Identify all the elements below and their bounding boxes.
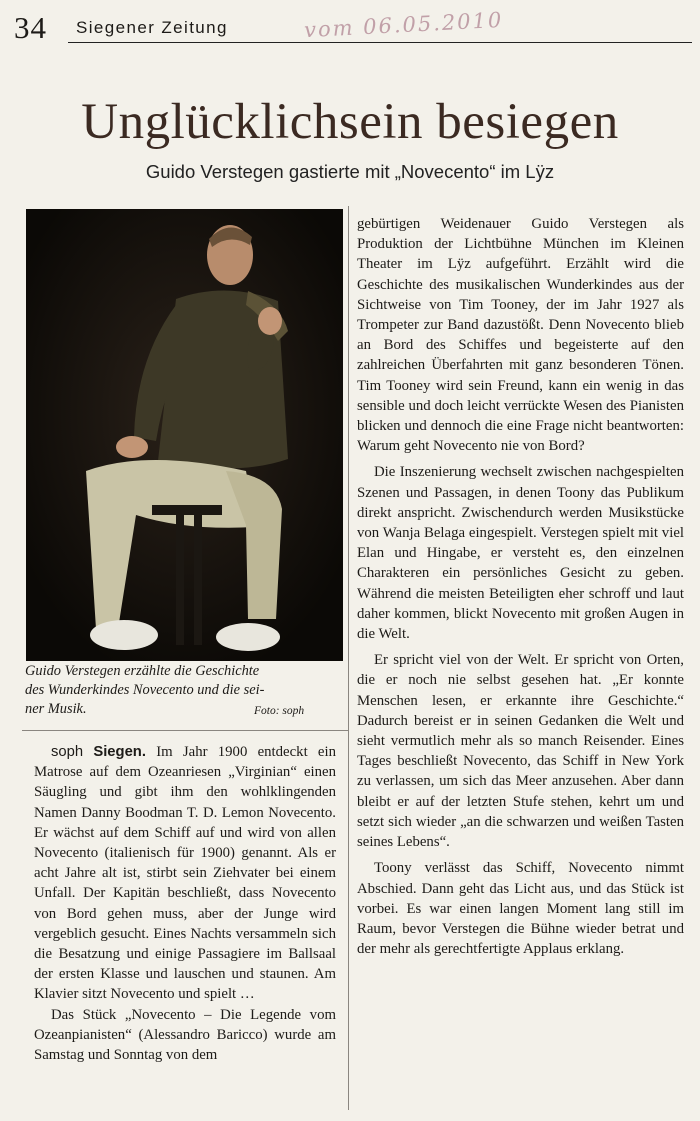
article-paragraph: gebürtigen Weidenauer Guido Verstegen als Produktion der Lichtbühne München im Kleinen Theater im Lÿz aufgeführt. Erzählt wird die Geschichte des musikalischen Wunderkindes aus der Sichtweise von Tim Tooney, der im Jahr 1927 als Trompeter zur Band dazustößt. Denn Novecento blieb an Bord des Schiffes und begeisterte auf den zahlreichen Überfahrten mit ganz besonderen Tönen. Tim Tooney wird sein Freund, kann ein wenig in das sensible und doch leicht verrückte Wesen des Pianisten blicken und dennoch die eine Frage nicht beantworten: Warum geht Novecento nie von Bord? (357, 216, 684, 455)
subheadline: Guido Verstegen gastierte mit „Novecento“ im Lÿz (145, 161, 555, 182)
article-column-right (357, 214, 684, 959)
article-photo (26, 209, 343, 661)
article-paragraph: Toony verlässt das Schiff, Novecento nimmt Abschied. Dann geht das Licht aus, und das Stück ist vorbei. Es war einen langen Moment lang still im Raum, bevor Verstegen die Bühne wieder betrat und der mehr als gerechtfertigte Applaus erklang. (357, 860, 684, 958)
photo-credit: Foto: soph (254, 705, 305, 717)
newspaper-name: Siegener Zeitung (76, 18, 228, 37)
performer-illustration (26, 209, 343, 661)
headline: Unglücklichsein besiegen (81, 94, 619, 150)
caption-line: ner Musik. (25, 701, 87, 717)
column-rule (348, 206, 349, 1110)
author-tag: soph (51, 744, 84, 760)
paragraph-text: Im Jahr 1900 entdeckt ein Matrose auf dem Ozeanriesen „Virginian“ einen Säugling und gibt ihm den wohlklingenden Namen Danny Boodman T. D. Lemon Novecento. Er wächst auf dem Schiff auf und wird von allen Novecento (italienisch für 1900) genannt. Als er acht Jahre alt ist, stirbt sein Ziehvater bei einem Unfall. Der Kapitän beschließt, dass Novecento von Bord gehen muss, aber der Junge wird vergeblich gesucht. Eines Nachts versammeln sich die Besatzung und einige Passagiere im Ballsaal der ersten Klasse und lauschen und staunen. Am Klavier sitzt Novecento und spielt … (34, 744, 336, 1003)
masthead (14, 7, 690, 46)
article-paragraph: Das Stück „Novecento – Die Legende vom Ozeanpianisten“ (Alessandro Baricco) wurde am Samstag und Sonntag von dem (34, 1006, 336, 1064)
article-paragraph (34, 742, 336, 1005)
handwritten-date: vom 06.05.2010 (303, 7, 504, 43)
caption-line: des Wunderkindes Novecento und die sei- (25, 682, 265, 698)
page-number: 34 (14, 10, 47, 45)
article-paragraph: Die Inszenierung wechselt zwischen nachgespielten Szenen und Passagen, in denen Toony das Publikum direkt anspricht. Zwischendurch werden Musikstücke von Wanja Belaga eingespielt. Verstegen spielt mit viel Elan und Hingabe, er versteht es, den einzelnen Charakteren ein persönliches Gesicht zu geben. Während die meisten Beteiligten eher schroff und laut daher kommen, blickt Novecento mit großen Augen in die Welt. (357, 464, 684, 643)
article-paragraph: Er spricht viel von der Welt. Er spricht von Orten, die er noch nie selbst gesehen hat. „Er konnte Menschen lesen, er erkannte ihre Geschichte.“ Dadurch bereist er in seinen Gedanken die Welt und sieht vermutlich mehr als so manch Reisender. Eines Tages beschließt Novecento, das Schiff in New York zu verlassen, um sich das Meer anzusehen. Aber dann bleibt er auf der letzten Stufe stehen, kehrt um und setzt sich wieder „an die schwarzen und weißen Tasten seines Lebens“. (357, 652, 684, 851)
caption-line: Guido Verstegen erzählte die Geschichte (25, 663, 260, 679)
article-column-left (34, 742, 336, 1065)
dateline: Siegen. (93, 744, 146, 760)
masthead-rule (68, 42, 692, 43)
caption-rule (22, 730, 348, 731)
